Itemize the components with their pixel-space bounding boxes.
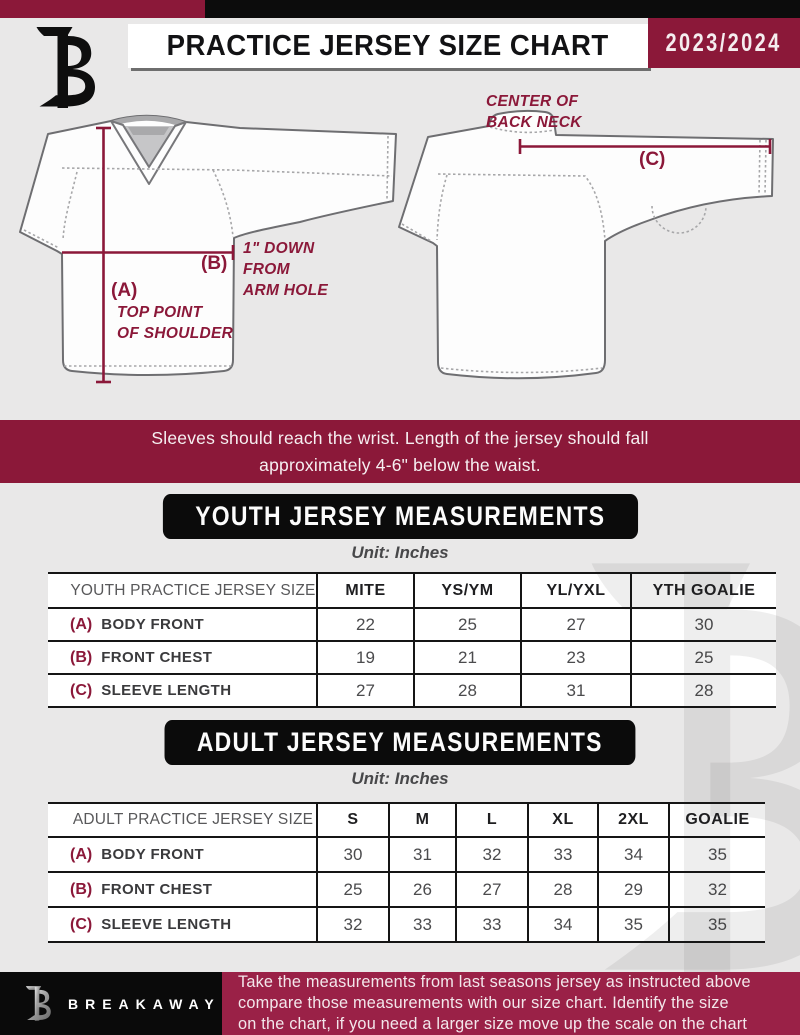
row-label: BODY FRONT [101, 846, 205, 863]
measure-a-label: (A) [111, 280, 138, 301]
cell-value: 22 [316, 609, 413, 642]
table-size-header: YOUTH PRACTICE JERSEY SIZE [48, 572, 316, 609]
row-key: (A) [70, 845, 93, 863]
cell-value: 28 [630, 675, 776, 708]
season-label: 2023/2024 [665, 28, 783, 57]
youth-heading-wrap [0, 494, 800, 539]
column-header-ys-ym: YS/YM [413, 572, 520, 609]
measure-b-caption-line3: ARM HOLE [243, 282, 329, 299]
fit-notice-line2: approximately 4-6" below the waist. [259, 454, 541, 475]
cell-value: 35 [668, 908, 765, 943]
cell-value: 25 [630, 642, 776, 675]
cell-value: 30 [630, 609, 776, 642]
measure-c-label: (C) [639, 149, 666, 170]
cell-value: 31 [520, 675, 630, 708]
footer-instructions-line3: on the chart, if you need a larger size move up the scale on the chart [238, 1015, 748, 1033]
row-label: SLEEVE LENGTH [101, 682, 232, 699]
row-key: (B) [70, 880, 93, 898]
footer-instructions [222, 972, 800, 1035]
adult-section-heading: ADULT JERSEY MEASUREMENTS [165, 720, 636, 765]
youth-unit-label: Unit: Inches [351, 543, 449, 562]
youth-section-heading: YOUTH JERSEY MEASUREMENTS [163, 494, 638, 539]
cell-value: 25 [413, 609, 520, 642]
cell-value: 35 [597, 908, 668, 943]
measure-b-label: (B) [201, 253, 228, 274]
column-header-xl: XL [527, 802, 597, 838]
measure-c-caption [486, 91, 582, 133]
cell-value: 23 [520, 642, 630, 675]
row-label: BODY FRONT [101, 616, 205, 633]
cell-value: 26 [388, 873, 455, 908]
cell-value: 34 [597, 838, 668, 873]
footer-b-logo [22, 984, 54, 1024]
cell-value: 21 [413, 642, 520, 675]
footer-instructions-line2: compare those measurements with our size chart. Identify the size [238, 994, 729, 1012]
measure-a-caption-line2: OF SHOULDER [117, 325, 234, 342]
measure-c-caption-line1: CENTER OF [486, 93, 579, 110]
column-header-yth-goalie: YTH GOALIE [630, 572, 776, 609]
cell-value: 34 [527, 908, 597, 943]
top-strip-black [205, 0, 800, 18]
cell-value: 27 [455, 873, 527, 908]
cell-value: 31 [388, 838, 455, 873]
row-label-cell [48, 642, 316, 675]
cell-value: 30 [316, 838, 388, 873]
measure-a-caption [117, 302, 233, 344]
fit-notice-banner [0, 420, 800, 483]
cell-value: 29 [597, 873, 668, 908]
measure-a-caption-line1: TOP POINT [117, 304, 203, 321]
row-label-cell [48, 873, 316, 908]
cell-value: 19 [316, 642, 413, 675]
measure-b-caption-line1: 1" DOWN [243, 240, 315, 257]
row-key: (C) [70, 915, 93, 933]
column-header-l: L [455, 802, 527, 838]
row-label-cell [48, 838, 316, 873]
cell-value: 27 [520, 609, 630, 642]
row-label: FRONT CHEST [101, 881, 213, 898]
title-box [128, 24, 648, 68]
row-label-cell [48, 675, 316, 708]
column-header-m: M [388, 802, 455, 838]
row-key: (C) [70, 681, 93, 699]
row-label-cell [48, 908, 316, 943]
table-size-header: ADULT PRACTICE JERSEY SIZE [48, 802, 316, 838]
cell-value: 28 [527, 873, 597, 908]
top-strip-maroon [0, 0, 205, 18]
youth-measurements-table [48, 572, 776, 708]
measure-b-caption [243, 238, 328, 301]
adult-heading-wrap [0, 720, 800, 765]
row-key: (A) [70, 615, 93, 633]
cell-value: 35 [668, 838, 765, 873]
cell-value: 32 [316, 908, 388, 943]
cell-value: 27 [316, 675, 413, 708]
column-header-s: S [316, 802, 388, 838]
row-label: FRONT CHEST [101, 649, 213, 666]
column-header-mite: MITE [316, 572, 413, 609]
row-key: (B) [70, 648, 93, 666]
cell-value: 33 [388, 908, 455, 943]
measure-c-caption-line2: BACK NECK [486, 114, 582, 131]
season-box [648, 18, 800, 68]
jersey-diagram [0, 95, 800, 415]
column-header-goalie: GOALIE [668, 802, 765, 838]
row-label-cell [48, 609, 316, 642]
adult-measurements-table [48, 802, 765, 943]
cell-value: 28 [413, 675, 520, 708]
row-label: SLEEVE LENGTH [101, 916, 232, 933]
cell-value: 32 [668, 873, 765, 908]
cell-value: 25 [316, 873, 388, 908]
cell-value: 33 [455, 908, 527, 943]
footer-instructions-line1: Take the measurements from last seasons jersey as instructed above [238, 973, 751, 991]
cell-value: 33 [527, 838, 597, 873]
fit-notice-line1: Sleeves should reach the wrist. Length of the jersey should fall [151, 427, 649, 448]
cell-value: 32 [455, 838, 527, 873]
measure-b-caption-line2: FROM [243, 261, 290, 278]
column-header-yl-yxl: YL/YXL [520, 572, 630, 609]
brand-name: BREAKAWAY [68, 995, 221, 1012]
footer-brand-block [0, 972, 222, 1035]
page-title: PRACTICE JERSEY SIZE CHART [166, 29, 609, 62]
column-header-2xl: 2XL [597, 802, 668, 838]
adult-unit-label: Unit: Inches [351, 769, 449, 788]
